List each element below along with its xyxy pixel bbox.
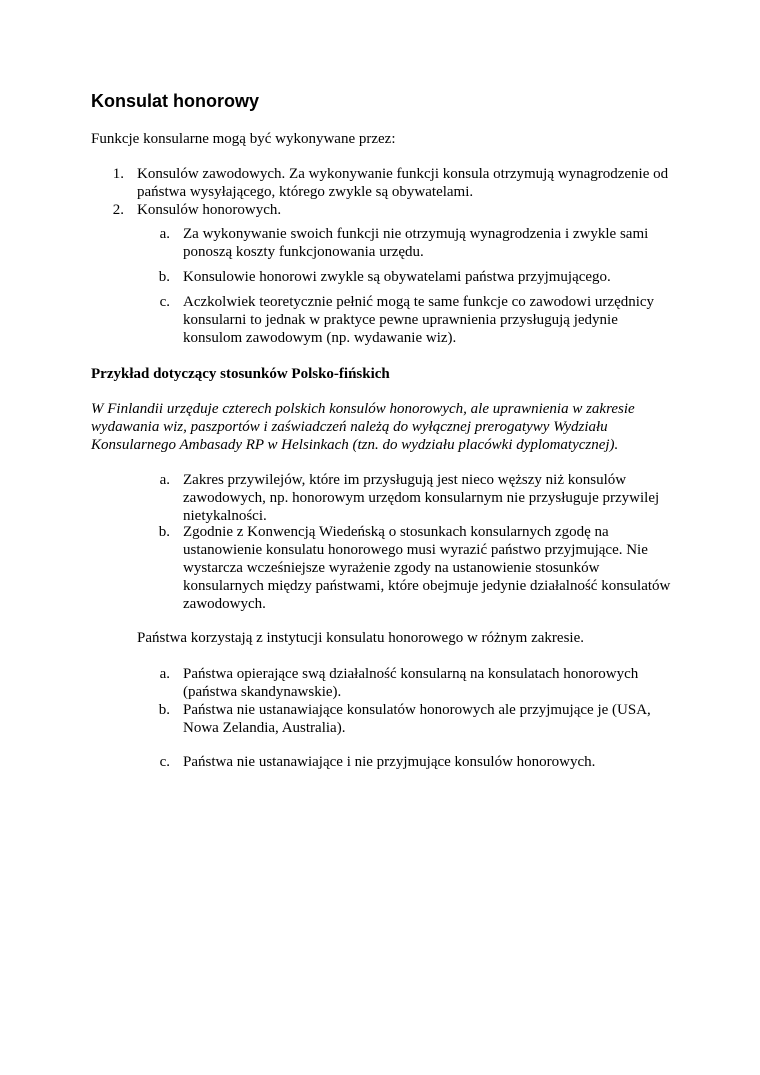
example-heading: Przykład dotyczący stosunków Polsko-fińskich: [91, 366, 390, 382]
list-marker: 1.: [112, 166, 124, 182]
list-item-text: Konsulów honorowych.: [137, 202, 282, 218]
list-item-text: Zakres przywilejów, które im przysługują jest nieco węższy niż konsulów zawodowych, np. honorowym urzędom konsularnym nie przysługuje przywilej nietykalności.: [183, 472, 660, 524]
page-title: Konsulat honorowy: [91, 91, 259, 111]
list-item-text: Konsulów zawodowych. Za wykonywanie funkcji konsula otrzymują wynagrodzenie od państwa wysyłającego, którego zwykle są obywatelami.: [137, 166, 669, 200]
list-marker: 2.: [112, 202, 124, 218]
list-marker: c.: [159, 294, 170, 310]
states-paragraph: Państwa korzystają z instytucji konsulatu honorowego w różnym zakresie.: [137, 630, 584, 646]
list-marker: b.: [158, 524, 170, 540]
list-marker: a.: [159, 666, 170, 682]
list-item-text: Państwa nie ustanawiające konsulatów honorowych ale przyjmujące je (USA, Nowa Zelandia, Australia).: [183, 702, 651, 736]
list-marker: b.: [158, 269, 170, 285]
list-item-text: Za wykonywanie swoich funkcji nie otrzymują wynagrodzenia i zwykle sami ponoszą koszty funkcjonowania urzędu.: [183, 226, 649, 260]
list-marker: a.: [159, 472, 170, 488]
intro-paragraph: Funkcje konsularne mogą być wykonywane przez:: [91, 131, 396, 147]
list-marker: a.: [159, 226, 170, 242]
list-item-text: Zgodnie z Konwencją Wiedeńską o stosunkach konsularnych zgodę na ustanowienie konsulatu honorowego musi wyrazić państwo przyjmujące. Nie wystarcza wcześniejsze wyrażenie zgody na ustanowienie stosunków konsularnych między państwami, które obejmuje jedynie działalność konsulatów zawodowych.: [183, 524, 671, 612]
list-marker: c.: [159, 754, 170, 770]
list-item-text: Aczkolwiek teoretycznie pełnić mogą te same funkcje co zawodowi urzędnicy konsularni to jednak w praktyce pewne uprawnienia przysługują jedynie konsulom zawodowym (np. wydawanie wiz).: [183, 294, 655, 346]
list-item-text: Konsulowie honorowi zwykle są obywatelami państwa przyjmującego.: [183, 269, 611, 285]
list-item-text: Państwa opierające swą działalność konsularną na konsulatach honorowych (państwa skandynawskie).: [183, 666, 639, 700]
list-marker: b.: [158, 702, 170, 718]
example-paragraph: W Finlandii urzęduje czterech polskich konsulów honorowych, ale uprawnienia w zakresie wydawania wiz, paszportów i zaświadczeń należą do wyłącznej prerogatywy Wydziału Konsularnego Ambasady RP w Helsinkach (tzn. do wydziału placówki dyplomatycznej).: [91, 401, 635, 453]
list-item-text: Państwa nie ustanawiające i nie przyjmujące konsulów honorowych.: [183, 754, 596, 770]
